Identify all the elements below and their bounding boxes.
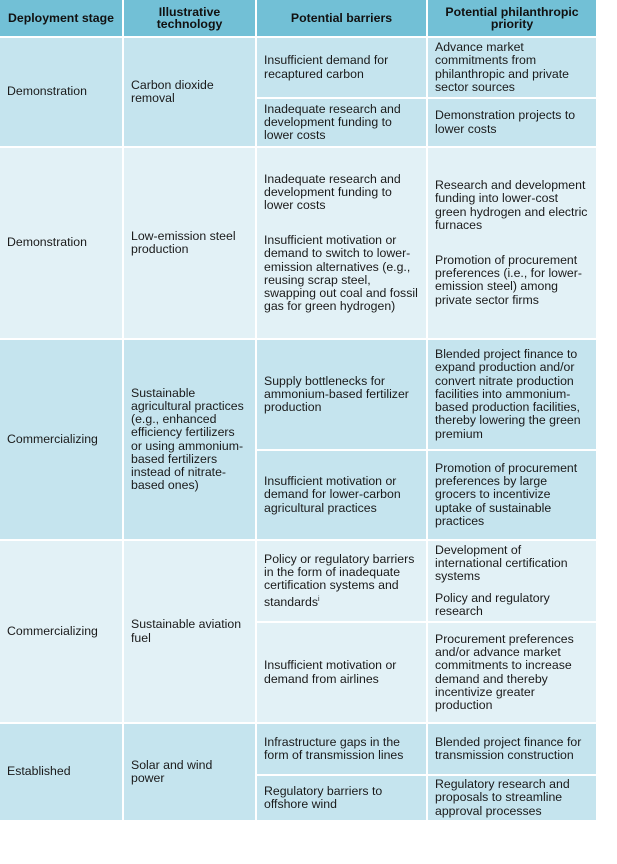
barrier-cell: Inadequate research and development funding to lower costs <box>257 99 426 146</box>
technology-cell: Carbon dioxide removal <box>124 38 255 146</box>
priority-text: Promotion of procurement preferences (i.e., for lower-emission steel) among private sector firms <box>435 253 582 307</box>
priority-text: Policy and regulatory research <box>435 590 550 618</box>
barrier-cell: Regulatory barriers to offshore wind <box>257 776 426 820</box>
priority-cell: Advance market commitments from philanthropic and private sector sources <box>428 38 596 97</box>
priority-cell: Blended project finance to expand production and/or convert nitrate production facilities into ammonium-based production facilities, thereby lowering the green premium <box>428 340 596 449</box>
technology-cell: Solar and wind power <box>124 724 255 820</box>
barrier-cell: Insufficient demand for recaptured carbon <box>257 38 426 97</box>
footnote-marker: i <box>318 595 320 603</box>
barrier-text: Inadequate research and development funding to lower costs <box>264 171 401 212</box>
stage-cell: Established <box>0 724 122 820</box>
header-deployment-stage: Deployment stage <box>0 0 122 36</box>
priority-text: Research and development funding into lower-cost green hydrogen and electric furnaces <box>435 178 588 232</box>
barrier-text: Insufficient motivation or demand to switch to lower-emission alternatives (e.g., reusing scrap steel, swapping out coal and fossil gas for green hydrogen) <box>264 233 418 314</box>
priority-cell: Demonstration projects to lower costs <box>428 99 596 146</box>
technology-cell: Low-emission steel production <box>124 148 255 338</box>
stage-cell: Commercializing <box>0 541 122 722</box>
table-row <box>0 724 596 774</box>
priority-cell <box>428 541 596 621</box>
technology-cell: Sustainable aviation fuel <box>124 541 255 722</box>
table-row <box>0 541 596 621</box>
priority-cell <box>428 148 596 338</box>
header-philanthropic-priority: Potential philanthropic priority <box>428 0 596 36</box>
stage-cell: Demonstration <box>0 148 122 338</box>
technology-cell: Sustainable agricultural practices (e.g., enhanced efficiency fertilizers or using ammonium-based fertilizers instead of nitrate-based ones) <box>124 340 255 539</box>
priority-cell: Procurement preferences and/or advance market commitments to increase demand and thereby incentivize greater production <box>428 623 596 722</box>
barrier-cell: Insufficient motivation or demand from airlines <box>257 623 426 722</box>
barrier-cell <box>257 541 426 621</box>
barrier-cell: Infrastructure gaps in the form of transmission lines <box>257 724 426 774</box>
table-row <box>0 148 596 338</box>
barrier-cell: Insufficient motivation or demand for lower-carbon agricultural practices <box>257 451 426 539</box>
header-illustrative-technology: Illustrative technology <box>124 0 255 36</box>
barrier-cell: Supply bottlenecks for ammonium-based fertilizer production <box>257 340 426 449</box>
priority-cell: Regulatory research and proposals to streamline approval processes <box>428 776 596 820</box>
header-row <box>0 0 596 36</box>
barrier-cell <box>257 148 426 338</box>
priority-cell: Promotion of procurement preferences by large grocers to incentivize uptake of sustainable practices <box>428 451 596 539</box>
stage-cell: Commercializing <box>0 340 122 539</box>
priority-cell: Blended project finance for transmission construction <box>428 724 596 774</box>
barrier-text: Policy or regulatory barriers in the form of inadequate certification systems and standards <box>264 552 415 609</box>
table-row <box>0 340 596 449</box>
header-potential-barriers: Potential barriers <box>257 0 426 36</box>
priority-text: Development of international certification systems <box>435 543 568 584</box>
table-row <box>0 38 596 97</box>
stage-cell: Demonstration <box>0 38 122 146</box>
